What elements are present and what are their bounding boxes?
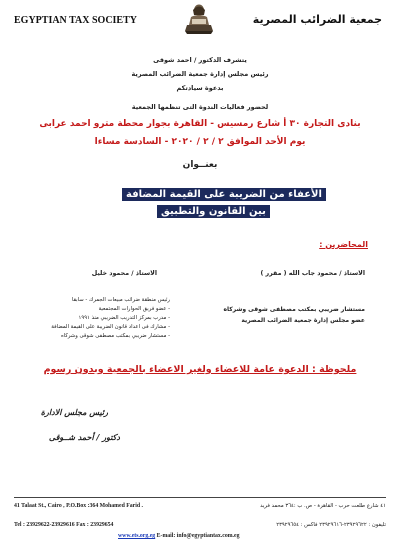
lecturer-left-line4: - مشارك فى اعداد قانون الضريبة على القيمة المضافة <box>51 324 170 330</box>
public-invitation-note: ملحوظة : الدعوة عامة للاعضاء ولغير الاعضاء بالجمعية وبدون رسوم <box>43 364 357 375</box>
topic-title-line1: الأعفاء من الضريبة على القيمة المضافة <box>122 188 326 201</box>
lecturer-left-line2: - عضو فريق الحوارات المجتمعية <box>98 306 170 312</box>
host-line: يتشرف الدكتور / احمد شوقى <box>153 56 247 64</box>
footer-address-en: 41 Talaat St., Cairo , P.O.Box :364 Mohamed Farid . <box>14 503 143 509</box>
topic-label: بعنــوان <box>182 160 218 170</box>
footer-tel-en: Tel : 23929622-23929616 Fax : 23929654 <box>14 522 114 528</box>
website-link[interactable]: www.ets.org.eg <box>118 533 156 539</box>
org-name-ar: جمعية الضرائب المصرية <box>252 13 382 26</box>
topic-title-line2: بين القانون والتطبيق <box>157 205 270 218</box>
host-title-line: رئيس مجلس إدارة جمعية الضرائب المصرية <box>131 70 269 78</box>
lecturer-right-name: الاستاذ / محمود جاب الله ( مقرر ) <box>260 270 365 277</box>
venue-location: بنادى التجارة ٣٠ أ شارع رمسيس - القاهرة بجوار محطة مترو احمد عرابى <box>39 119 361 129</box>
lecturer-left-name: الاستاذ / محمود خليل <box>91 270 157 277</box>
pharaoh-scribe-logo <box>181 3 217 35</box>
lecturer-right-line1: مستشار ضريبي بمكتب مصطفى شوقى وشركاه <box>223 306 365 313</box>
lecturer-right-line2: عضو مجلس إدارة جمعية الضرائب المصرية <box>241 317 365 324</box>
venue-datetime: يوم الأحد الموافق ٢ / ٢ / ٢٠٢٠ - السادسة مساءا <box>94 137 306 147</box>
signature-name: دكتور / أحمد شــوقى <box>48 433 120 442</box>
lecturers-heading: المحاضرين : <box>319 240 368 249</box>
lecturer-left-line3: - مدرب بمركز التدريب الضريبي منذ ١٩٩١ <box>78 315 170 321</box>
footer-tel-ar: تليفون : ٢٣٩٢٩٦٢٢-٢٣٩٢٩٦١٦ فاكس : ٢٣٩٢٩٦٥٤ <box>276 522 386 528</box>
lecturer-left-line5: - مستشار ضريبي بمكتب مصطفى شوقى وشركاه <box>60 333 170 339</box>
footer-divider <box>14 497 386 498</box>
invite-line: بدعوة سيادتكم <box>176 84 224 92</box>
lecturer-left-line1: رئيس منطقة ضرائب مبيعات الجمرك - سابقا <box>71 297 170 303</box>
org-name-en: EGYPTIAN TAX SOCIETY <box>14 15 137 26</box>
footer-web-line <box>118 533 239 539</box>
event-line: لحضور فعاليات الندوة التى تنظمها الجمعية <box>131 103 269 111</box>
signature-role: رئيس مجلس الادارة <box>40 408 108 417</box>
footer-address-ar: ٤١ شارع طلعت حرب - القاهرة - ص. ب :٣٦٤ محمد فريد <box>260 503 386 509</box>
email-text[interactable]: E-mail: info@egyptiantax.com.eg <box>156 533 240 539</box>
